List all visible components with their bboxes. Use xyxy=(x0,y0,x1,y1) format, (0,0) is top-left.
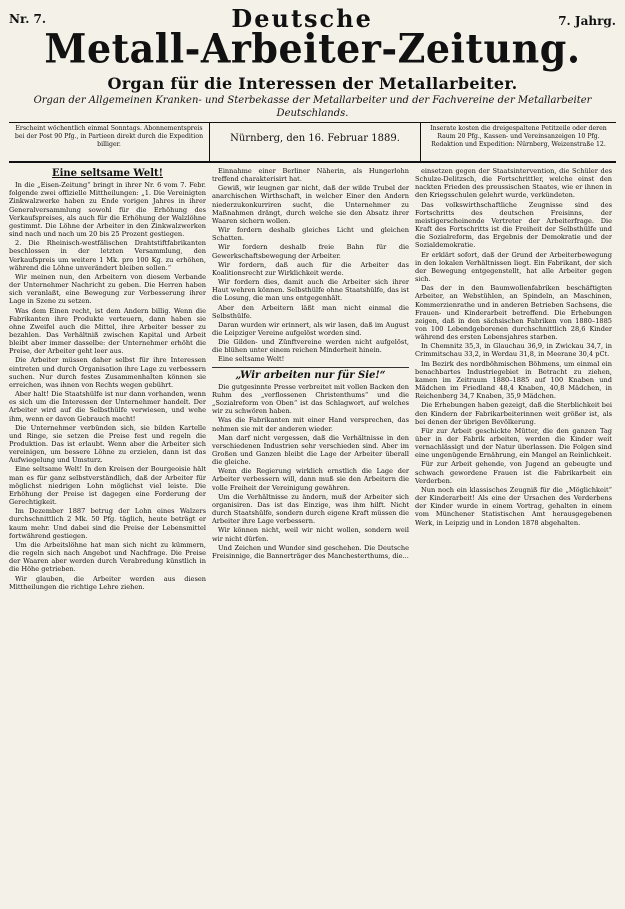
paragraph: Was die Fabrikanten mit einer Hand versprechen, das nehmen sie mit der anderen wieder. xyxy=(212,416,409,433)
newspaper-title: Metall-Arbeiter-Zeitung. xyxy=(44,24,581,73)
column-1 xyxy=(9,167,206,909)
paragraph: Wir fordern, daß auch für die Arbeiter das Koalitionsrecht zur Wirklichkeit werde. xyxy=(212,260,409,277)
issue-number: Nr. 7. xyxy=(9,12,47,26)
paragraph: Das der in den Baumwollenfabriken beschäftigten Arbeiter, an Webstühlen, an Spindeln, an Maschinen, Kommerzienrathe und in anderen Betrieben Sachsens, die Frauen- und Kinderarbeit betreffend. Die Erhebungen zeigen, daß in den sächsischen Fabriken von 1880–1885 von 100 Lebendgeborenen durchschnittlich 28,6 Kinder während des ersten Lebensjahres starben. xyxy=(415,284,612,342)
paragraph: Man darf nicht vergessen, daß die Verhältnisse in den verschiedenen Industrien sehr verschieden sind. Aber im Großen und Ganzen bleibt die Lage der Arbeiter überall die gleiche. xyxy=(212,433,409,467)
paragraph: Eine seltsame Welt! In den Kreisen der Bourgeoisie hält man es für ganz selbstverständlich, daß der Arbeiter für möglichst niedrigen Lohn möglichst viel leiste. Die Erhöhung der Preise ist dagegen eine Forderung der Gerechtigkeit. xyxy=(9,465,206,507)
paragraph: Nun noch ein klassisches Zeugniß für die „Möglichkeit“ der Kinderarbeit! Als eine der Ursachen des Verderbens der Kinder wurde in einem Vortrag, gehalten in einem vom Münchener Statistischen Amt herausgegebenen Werk, in Leipzig und in London 1878 abgehalten. xyxy=(415,485,612,527)
paragraph: Die Unternehmer verbünden sich, sie bilden Kartelle und Ringe, sie setzen die Preise fest und regeln die Produktion. Das ist erlaubt. Wenn aber die Arbeiter sich vereinigen, um bessere Löhne zu erzielen, dann ist das Aufwiegelung und Umsturz. xyxy=(9,423,206,465)
paragraph: Einnahme einer Berliner Näherin, als Hungerlohn treffend charakterisirt hat. xyxy=(212,167,409,184)
paragraph: Um die Verhältnisse zu ändern, muß der Arbeiter sich organisiren. Das ist das Einzige, was ihm hilft. Nicht durch Staatshülfe, sondern durch eigene Kraft müssen die Arbeiter ihre Lage verbessern. xyxy=(212,492,409,526)
paragraph: Daran wurden wir erinnert, als wir lasen, daß im August die Leipziger Vereine aufgelöst worden sind. xyxy=(212,320,409,337)
paragraph: 2. Die Rheinisch-westfälischen Drahtstiftfabrikanten beschlossen in der letzten Versammlung, den Verkaufspreis um weitere 1 Mk. pro 100 Kg. zu erhöhen, während die Löhne unverändert bleiben sollen.“ xyxy=(9,239,206,272)
newspaper-subtitle-2: Organ der Allgemeinen Kranken- und Sterbekasse der Metallarbeiter und der Fachvereine der Metallarbeiter Deutschlands. xyxy=(9,94,616,123)
paragraph: Um die Arbeitslöhne hat man sich nicht zu kümmern, die regeln sich nach Angebot und Nachfrage. Die Preise der Waaren aber werden durch Verabredung künstlich in die Höhe getrieben. xyxy=(9,540,206,574)
paragraph: Im Bezirk des nordböhmischen Böhmens, um einmal ein benachbartes Industriegebiet in Betracht zu ziehen, kamen im Zeitraum 1880–1885 auf 100 Knaben und Mädchen im Friedland 48,4 Knaben, 40,8 Mädchen, in Reichenberg 34,7 Knaben, 35,9 Mädchen. xyxy=(415,359,612,401)
paragraph: In Chemnitz 35,3, in Glauchau 36,9, in Zwickau 34,7, in Crimmitschau 33,2, in Werdau 31,8, in Meerane 30,4 pCt. xyxy=(415,342,612,359)
info-bar xyxy=(9,123,616,163)
subscription-info: Erscheint wöchentlich einmal Sonntags. Abonnementspreis bei der Post 90 Pfg., in Partieen direkt durch die Expedition billiger. xyxy=(14,125,204,148)
paragraph: Wenn die Regierung wirklich ernstlich die Lage der Arbeiter verbessern will, dann muß sie den Arbeitern die volle Freiheit der Vereinigung gewähren. xyxy=(212,467,409,492)
article-columns xyxy=(9,167,616,909)
paragraph: Für zur Arbeit geschickte Mütter, die den ganzen Tag über in der Fabrik arbeiten, werden die Kinder weit vernachlässigt und der Natur überlassen. Die Folgen sind eine ungenügende Ernährung, ein Mangel an Reinlichkeit. xyxy=(415,426,612,460)
paragraph: Wir können nicht, weil wir nicht wollen, sondern weil wir nicht dürfen. xyxy=(212,526,409,543)
issue-date: Nürnberg, den 16. Februar 1889. xyxy=(209,123,421,161)
paragraph: Gewiß, wir leugnen gar nicht, daß der wilde Trubel der anarchischen Wirthschaft, in welcher Einer den Andern niederzukonkurriren sucht, die Unternehmer zu Maßnahmen drängt, durch welche sie den Absatz ihrer Waaren sichern wollen. xyxy=(212,184,409,225)
paragraph: Und Zeichen und Wunder sind geschehen. Die Deutsche Freisinnige, die Bannerträger des Manchesterthums, die... xyxy=(212,543,409,560)
paragraph: Das volkswirthschaftliche Zeugnisse sind des Fortschritts des deutschen Freisinns, der meistigerscheinende Vertreter der Arbeiterfrage. Die Kraft des Fortschritts ist die Freiheit der Selbsthülfe und die Sozialreform, das Ergebnis der Demokratie und der Sozialdemokratie. xyxy=(415,200,612,250)
column-3 xyxy=(415,167,612,909)
paragraph: Im Dezember 1887 betrug der Lohn eines Walzers durchschnittlich 2 Mk. 50 Pfg. täglich, heute beträgt er kaum mehr. Und dabei sind die Preise der Lebensmittel fortwährend gestiegen. xyxy=(9,507,206,540)
divider xyxy=(212,367,409,368)
paragraph: Wir glauben, die Arbeiter werden aus diesen Mittheilungen die richtige Lehre ziehen. xyxy=(9,574,206,591)
paragraph: Wir fordern deshalb gleiches Licht und gleichen Schatten. xyxy=(212,226,409,243)
column-2 xyxy=(212,167,409,909)
paragraph: Die Arbeiter müssen daher selbst für ihre Interessen eintreten und durch Organisation ihre Lage zu verbessern suchen. Nur durch festes Zusammenhalten können sie erreichen, was ihnen von Rechts wegen gebührt. xyxy=(9,356,206,389)
paragraph: In die „Eisen-Zeitung“ bringt in ihrer Nr. 6 vom 7. Febr. folgende zwei offizielle Mittheilungen: „1. Die Vereinigten Zinkwalzwerke haben zu Ende vorigen Jahres in ihrer Generalversammlung sowohl für die Erhöhung des Verkaufspreises, als auch für die Erhöhung der Walzlöhne gestimmt. Die Löhne der Arbeiter in den Zinkwalzwerken sind nach und nach um 20 bis 25 Prozent gestiegen. xyxy=(9,181,206,239)
paragraph: Aber den Arbeitern läßt man nicht einmal die Selbsthülfe. xyxy=(212,303,409,320)
masthead-topline xyxy=(9,4,616,33)
paragraph: Für zur Arbeit gehende, von Jugend an gebeugte und schwach gewordene Frauen ist die Fabrikarbeit ein Verderben. xyxy=(415,460,612,485)
paragraph: Die gutgesinnte Presse verbreitet mit vollen Backen den Ruhm des „verflossenen Christenthums“ und die „Sozialreform von Oben“ ist das Schlagwort, auf welches wir zu schwören haben. xyxy=(212,382,409,416)
paragraph: Wir meinen nun, den Arbeitern von diesem Verbande der Unternehmer Nachricht zu geben. Die Herren haben sich veranlaßt, eine Bewegung zur Verbesserung ihrer Lage in Szene zu setzen. xyxy=(9,272,206,306)
paragraph: Wir fordern deshalb freie Bahn für die Gewerkschaftsbewegung der Arbeiter. xyxy=(212,243,409,260)
paragraph: Er erklärt sofort, daß der Grund der Arbeiterbewegung in den lokalen Verhältnissen liegt. Ein Fabrikant, der sich der Bewegung entgegenstellt, hat alle Arbeiter gegen sich. xyxy=(415,250,612,284)
article-heading-1: Eine seltsame Welt! xyxy=(51,168,164,179)
paragraph: einsetzen gegen der Staatsintervention, die Schüler des Schulze-Delitzsch, die Fortschrittler, welche einst den nackten Frieden des preussischen Staates, wie er ihnen in den Kriegsschulen gelehrt wurde, verkündeten. xyxy=(415,167,612,200)
paragraph: Eine seltsame Welt! xyxy=(218,355,285,364)
paragraph: Was dem Einen recht, ist dem Andern billig. Wenn die Fabrikanten ihre Produkte verteuern, dann haben sie ohne Zweifel auch die Mittel, ihre Arbeiter besser zu bezahlen. Das Verhältniß zwischen Kapital und Arbeit bleibt aber immer dasselbe: der Unternehmer erhöht die Preise, der Arbeiter geht leer aus. xyxy=(9,306,206,356)
newspaper-subtitle: Organ für die Interessen der Metallarbeiter. xyxy=(107,74,518,93)
volume-year: 7. Jahrg. xyxy=(558,14,616,28)
article-heading-2: „Wir arbeiten nur für Sie!“ xyxy=(235,369,386,381)
paragraph: Die Gilden- und Zünftvereine werden nicht aufgelöst, die blühen unter einem reichen Minderheit hinein. xyxy=(212,338,409,355)
paragraph: Die Erhebungen haben gezeigt, daß die Sterblichkeit bei den Kindern der Fabrikarbeiterinnen weit größer ist, als bei denen der übrigen Bevölkerung. xyxy=(415,401,612,426)
paragraph: Wir fordern dies, damit auch die Arbeiter sich ihrer Haut wehren können. Selbsthülfe ohne Staatshülfe, das ist die Losung, die man uns entgegenhält. xyxy=(212,278,409,303)
advertising-info: Inserate kosten die dreigespaltene Petitzeile oder deren Raum 20 Pfg., Kassen- und Vereinsanzeigen 10 Pfg. Redaktion und Expedition: Nürnberg, Weizenstraße 12. xyxy=(430,125,607,148)
title-prefix: Deutsche xyxy=(231,4,373,33)
paragraph: Aber halt! Die Staatshülfe ist nur dann vorhanden, wenn es sich um die Interessen der Unternehmer handelt. Der Arbeiter wird auf die Selbsthülfe verwiesen, und wehe ihm, wenn er davon Gebrauch macht! xyxy=(9,390,206,423)
